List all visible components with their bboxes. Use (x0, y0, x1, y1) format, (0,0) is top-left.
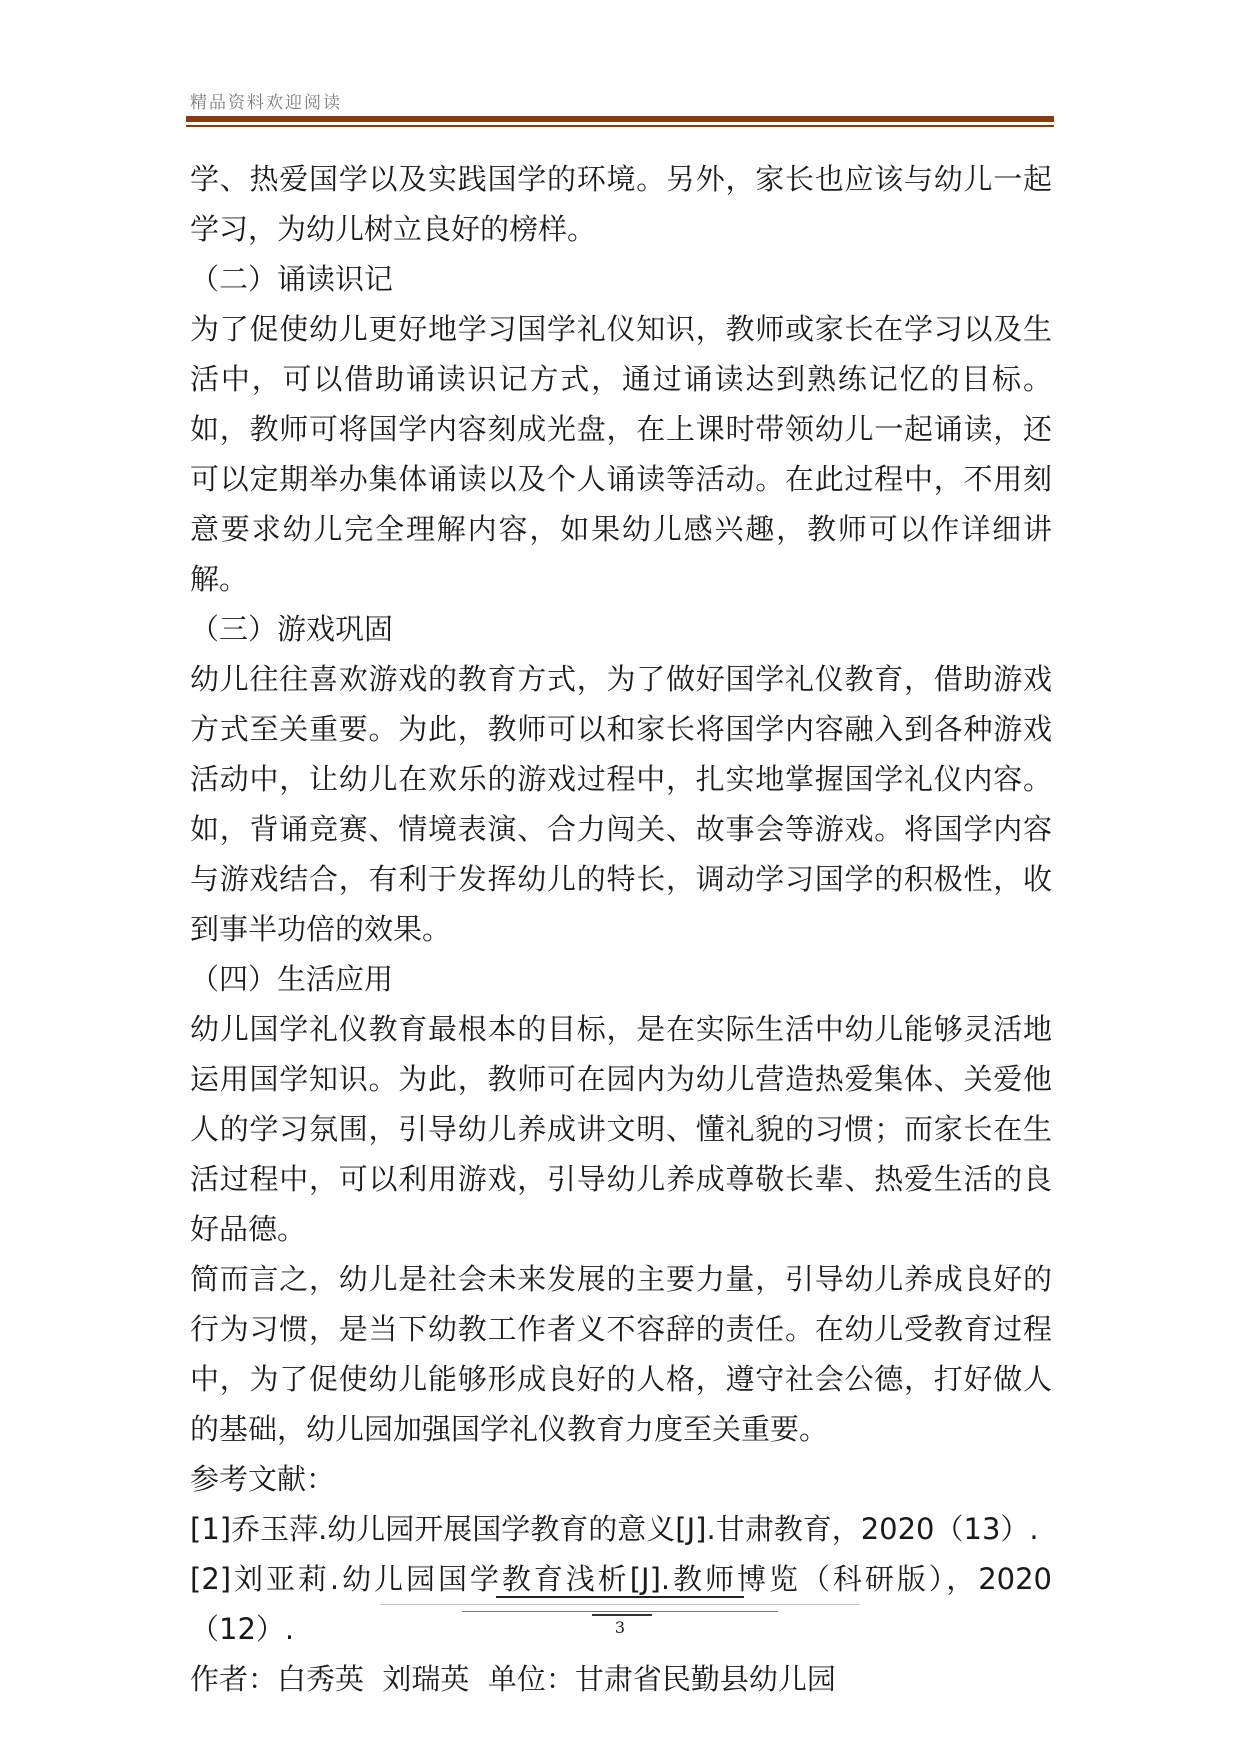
reference-item-2: [2]刘亚莉.幼儿园国学教育浅析[J].教师博览（科研版），2020（12）. (190, 1562, 1052, 1646)
document-body (190, 154, 1052, 1704)
page-header-title: 精品资料欢迎阅读 (190, 93, 342, 113)
paragraph-recitation: 为了促使幼儿更好地学习国学礼仪知识，教师或家长在学习以及生活中，可以借助诵读识记方式，通过诵读达到熟练记忆的目标。如，教师可将国学内容刻成光盘，在上课时带领幼儿一起诵读，还可以定期举办集体诵读以及个人诵读等活动。在此过程中，不用刻意要求幼儿完全理解内容，如果幼儿感兴趣，教师可以作详细讲解。 (190, 312, 1052, 596)
header-rule-thin (186, 125, 1054, 127)
footer-rule-short (592, 1614, 652, 1616)
reference-item-1: [1]乔玉萍.幼儿园开展国学教育的意义[J].甘肃教育，2020（13）. (190, 1512, 1039, 1546)
author-affiliation: 作者：白秀英 刘瑞英 单位：甘肃省民勤县幼儿园 (190, 1662, 836, 1696)
references-title: 参考文献： (190, 1462, 336, 1496)
header-rule-thick (186, 116, 1054, 122)
section-heading-daily-life: （四）生活应用 (190, 962, 394, 996)
paragraph-games: 幼儿往往喜欢游戏的教育方式，为了做好国学礼仪教育，借助游戏方式至关重要。为此，教师可以和家长将国学内容融入到各种游戏活动中，让幼儿在欢乐的游戏过程中，扎实地掌握国学礼仪内容。如，背诵竞赛、情境表演、合力闯关、故事会等游戏。将国学内容与游戏结合，有利于发挥幼儿的特长，调动学习国学的积极性，收到事半功倍的效果。 (190, 662, 1052, 946)
page-number: 3 (614, 1618, 626, 1637)
footer-rule-light (380, 1604, 860, 1605)
section-heading-games: （三）游戏巩固 (190, 612, 394, 646)
footer-rule-mid (462, 1611, 778, 1612)
footer-rule-top (496, 1596, 744, 1598)
section-heading-recitation: （二）诵读识记 (190, 262, 394, 296)
paragraph-daily-life: 幼儿国学礼仪教育最根本的目标，是在实际生活中幼儿能够灵活地运用国学知识。为此，教师可在园内为幼儿营造热爱集体、关爱他人的学习氛围，引导幼儿养成讲文明、懂礼貌的习惯；而家长在生活过程中，可以利用游戏，引导幼儿养成尊敬长辈、热爱生活的良好品德。 (190, 1012, 1052, 1246)
paragraph-environment: 学、热爱国学以及实践国学的环境。另外，家长也应该与幼儿一起学习，为幼儿树立良好的榜样。 (190, 162, 1052, 246)
paragraph-conclusion: 简而言之，幼儿是社会未来发展的主要力量，引导幼儿养成良好的行为习惯，是当下幼教工作者义不容辞的责任。在幼儿受教育过程中，为了促使幼儿能够形成良好的人格，遵守社会公德，打好做人的基础，幼儿园加强国学礼仪教育力度至关重要。 (190, 1262, 1052, 1446)
